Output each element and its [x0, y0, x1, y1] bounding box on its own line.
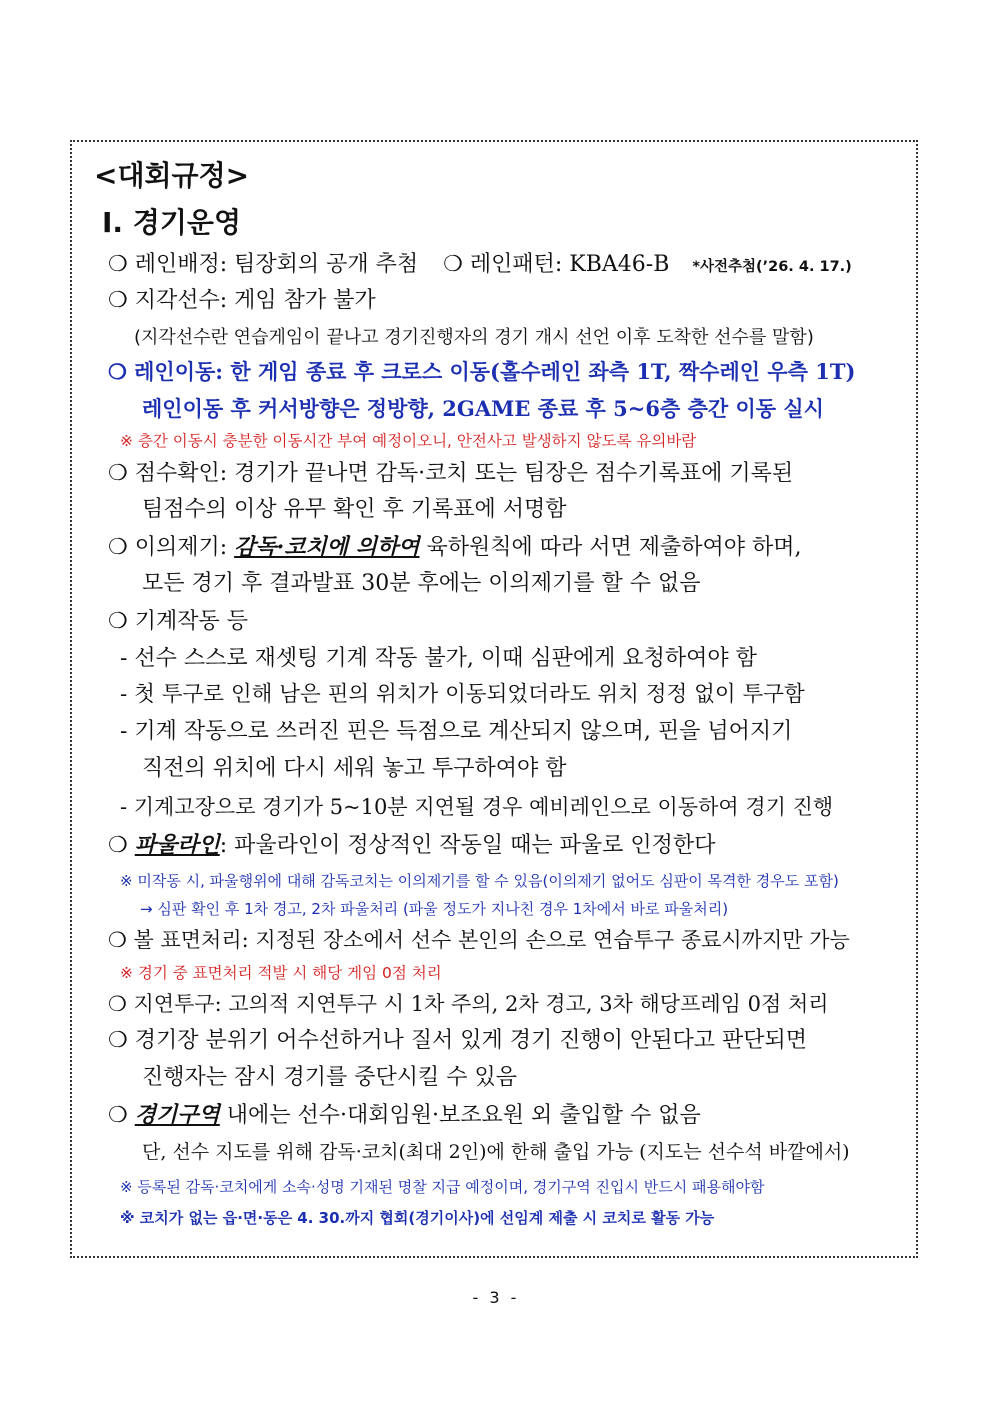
protest-text: 육하원칙에 따라 서면 제출하여야 하며, — [426, 535, 802, 560]
zone-detail: 단, 선수 지도를 위해 감독·코치(최대 2인)에 한해 출입 가능 (지도는 선수석 바깥에서) — [142, 1141, 850, 1163]
order-item: ❍ 경기장 분위기 어수선하거나 질서 있게 경기 진행이 안된다고 판단되면 — [108, 1028, 807, 1053]
zone-emphasis: 경기구역 — [134, 1102, 220, 1128]
lane-move-detail: 레인이동 후 커서방향은 정방향, 2GAME 종료 후 5~6층 층간 이동 실시 — [142, 396, 824, 421]
order-detail: 진행자는 잠시 경기를 중단시킬 수 있음 — [142, 1065, 517, 1090]
late-player-item: ❍ 지각선수: 게임 참가 불가 — [108, 288, 376, 313]
score-check-item: ❍ 점수확인: 경기가 끝나면 감독·코치 또는 팀장은 점수기록표에 기록된 — [108, 461, 794, 486]
page-number: - 3 - — [472, 1288, 520, 1307]
foul-emphasis: 파울라인 — [134, 832, 220, 858]
surface-note: ※ 경기 중 표면처리 적발 시 해당 게임 0점 처리 — [120, 964, 442, 982]
zone-bullet: ❍ — [108, 1103, 128, 1128]
document-title: <대회규정> — [94, 159, 250, 192]
foul-note-2: → 심판 확인 후 1차 경고, 2차 파울처리 (파울 정도가 지나친 경우 1차에서 바로 파울처리) — [140, 900, 729, 918]
lane-assign-item — [108, 250, 852, 282]
machine-rule-3-cont: 직전의 위치에 다시 세워 놓고 투구하여야 함 — [142, 756, 567, 781]
surface-item: ❍ 볼 표면처리: 지정된 장소에서 선수 본인의 손으로 연습투구 종료시까지만 가능 — [108, 928, 850, 952]
score-check-detail: 팀점수의 이상 유무 확인 후 기록표에 서명함 — [142, 497, 567, 522]
machine-rule-3: - 기계 작동으로 쓰러진 핀은 득점으로 계산되지 않으며, 핀을 넘어지기 — [120, 719, 793, 744]
machine-rule-1: - 선수 스스로 재셋팅 기계 작동 불가, 이때 심판에게 요청하여야 함 — [120, 646, 757, 671]
protest-item — [108, 532, 801, 563]
section-heading: Ⅰ. 경기운영 — [102, 206, 241, 239]
zone-note-1: ※ 등록된 감독·코치에게 소속·성명 기재된 명찰 지급 예정이며, 경기구역 진입시 반드시 패용해야함 — [120, 1178, 765, 1196]
zone-note-2: ※ 코치가 없는 읍·면·동은 4. 30.까지 협회(경기이사)에 선임계 제출 시 코치로 활동 가능 — [120, 1209, 715, 1227]
machine-rule-4: - 기계고장으로 경기가 5~10분 지연될 경우 예비레인으로 이동하여 경기 진행 — [120, 795, 834, 819]
machine-item: ❍ 기계작동 등 — [108, 609, 248, 634]
foul-item — [108, 830, 715, 861]
zone-text: 내에는 선수·대회임원·보조요원 외 출입할 수 없음 — [226, 1103, 701, 1128]
protest-emphasis: 감독·코치에 의하여 — [234, 534, 420, 560]
machine-rule-2: - 첫 투구로 인해 남은 핀의 위치가 이동되었더라도 위치 정정 없이 투구함 — [120, 682, 805, 707]
protest-label: ❍ 이의제기: — [108, 535, 228, 560]
lane-pattern-code: KBA46-B — [569, 252, 670, 277]
lane-move-note: ※ 층간 이동시 충분한 이동시간 부여 예정이오니, 안전사고 발생하지 않도록 유의바람 — [120, 432, 697, 450]
lane-pattern-label: ❍ 레인패턴: — [443, 252, 563, 277]
lane-assign-text: ❍ 레인배정: 팀장회의 공개 추첨 — [108, 252, 419, 277]
zone-item — [108, 1100, 701, 1131]
protest-detail: 모든 경기 후 결과발표 30분 후에는 이의제기를 할 수 없음 — [142, 571, 701, 596]
lane-move-item: ❍ 레인이동: 한 게임 종료 후 크로스 이동(홀수레인 좌측 1T, 짝수레인 우측 1T) — [108, 359, 856, 384]
foul-text: : 파울라인이 정상적인 작동일 때는 파울로 인정한다 — [219, 833, 716, 858]
late-player-note: (지각선수란 연습게임이 끝나고 경기진행자의 경기 개시 선언 이후 도착한 선수를 말함) — [134, 327, 814, 348]
foul-note-1: ※ 미작동 시, 파울행위에 대해 감독코치는 이의제기를 할 수 있음(이의제기 없어도 심판이 목격한 경우도 포함) — [120, 872, 839, 890]
delay-item: ❍ 지연투구: 고의적 지연투구 시 1차 주의, 2차 경고, 3차 해당프레임 0점 처리 — [108, 992, 829, 1016]
lane-pattern-note: *사전추첨(’26. 4. 17.) — [692, 259, 852, 275]
foul-bullet: ❍ — [108, 833, 128, 858]
